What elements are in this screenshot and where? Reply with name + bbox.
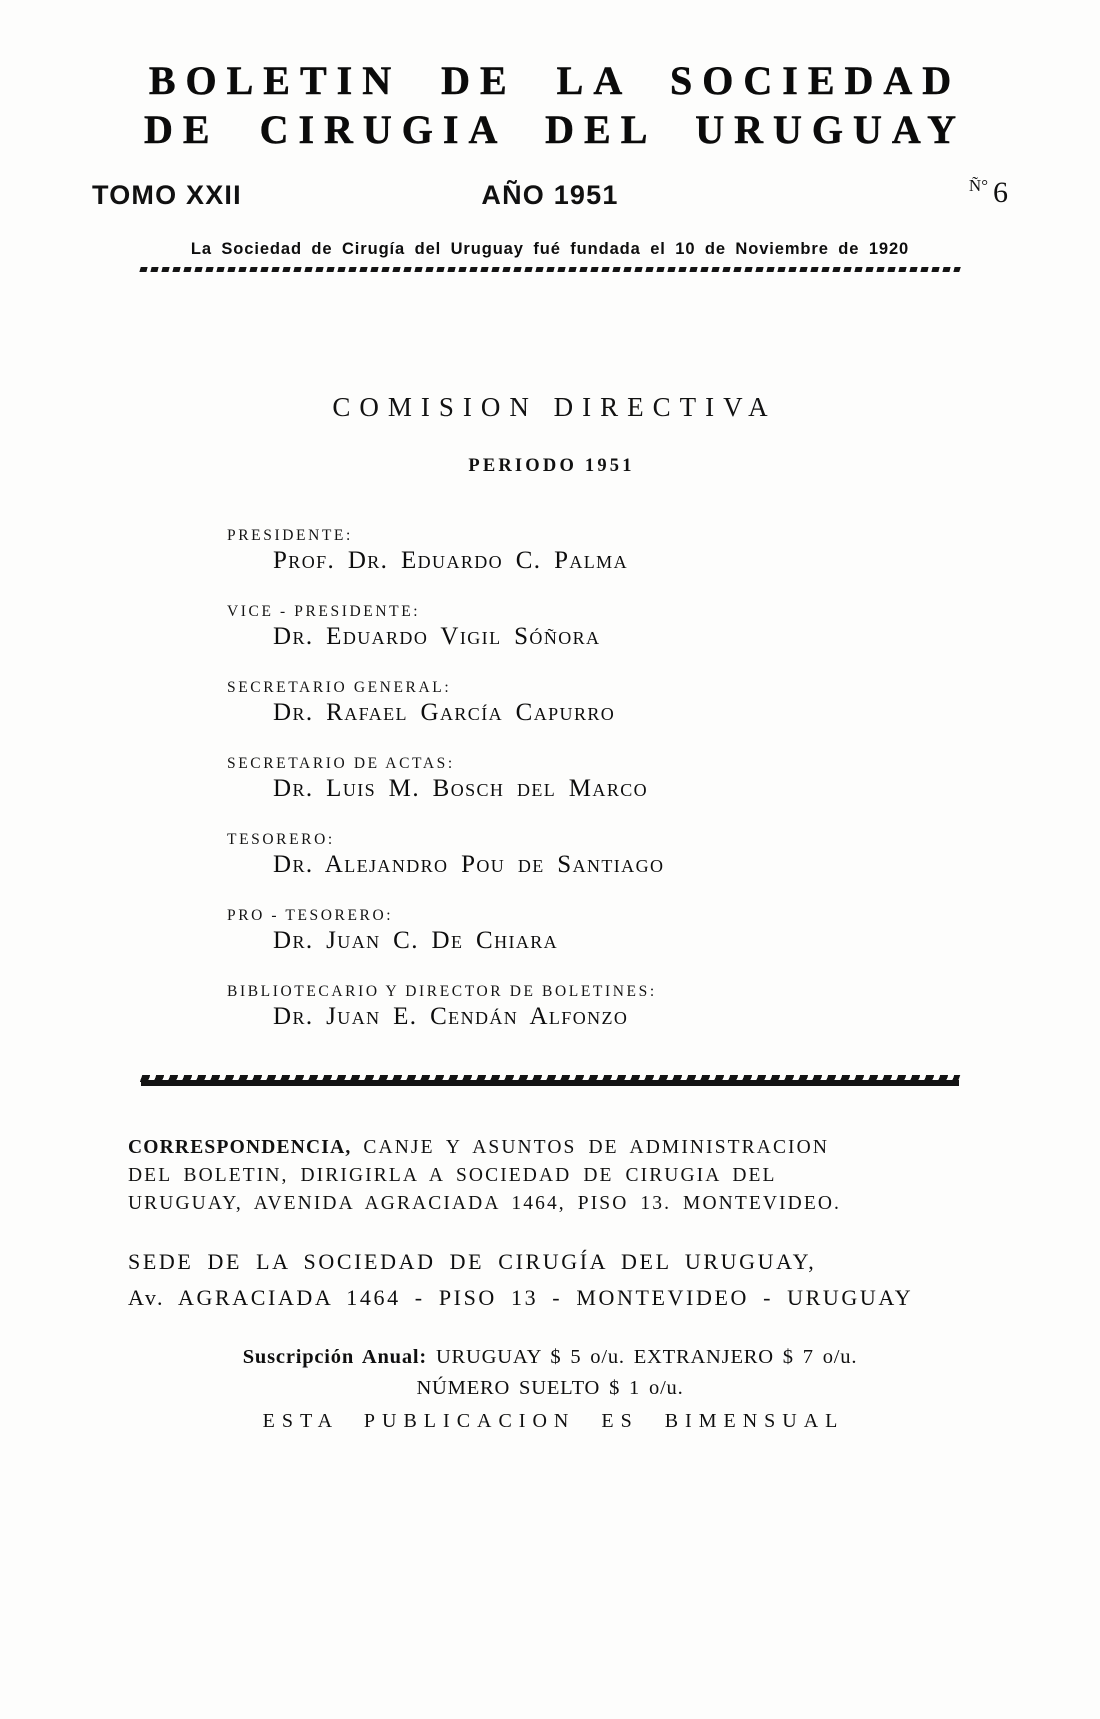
committee-period: PERIODO 1951 xyxy=(468,456,635,476)
officer-entry xyxy=(225,907,1100,955)
officer-list xyxy=(0,527,1100,1031)
officer-role: PRESIDENTE: xyxy=(227,527,353,544)
publication-frequency: ESTA PUBLICACION ES BIMENSUAL xyxy=(262,1410,845,1432)
correspondence-line-1 xyxy=(128,1134,972,1162)
subscription-label: Suscripción Anual: xyxy=(242,1346,428,1368)
sede-line-2: Av. AGRACIADA 1464 - PISO 13 - MONTEVIDEO - URUGUAY xyxy=(128,1285,914,1310)
committee-section xyxy=(0,392,1100,1031)
officer-role: SECRETARIO DE ACTAS: xyxy=(227,755,455,772)
officer-entry xyxy=(225,603,1100,651)
correspondence-block xyxy=(128,1134,972,1218)
subscription-block xyxy=(128,1342,972,1433)
year-label: AÑO 1951 xyxy=(481,180,619,210)
sede-line-1: SEDE DE LA SOCIEDAD DE CIRUGÍA DEL URUGUAY, xyxy=(128,1249,817,1274)
sede-block xyxy=(128,1244,972,1316)
officer-role: PRO - TESORERO: xyxy=(227,907,394,924)
officer-role: TESORERO: xyxy=(227,831,335,848)
officer-name: Dr. Alejandro Pou de Santiago xyxy=(273,851,665,878)
officer-entry xyxy=(225,831,1100,879)
officer-name: Dr. Juan E. Cendán Alfonzo xyxy=(273,1003,629,1030)
officer-role: BIBLIOTECARIO Y DIRECTOR DE BOLETINES: xyxy=(227,983,657,1000)
correspondence-line-1-rest: CANJE Y ASUNTOS DE ADMINISTRACION xyxy=(351,1137,830,1158)
officer-role: VICE - PRESIDENTE: xyxy=(227,603,421,620)
officer-name: Prof. Dr. Eduardo C. Palma xyxy=(273,547,628,574)
rule-teeth xyxy=(140,1075,961,1082)
officer-name: Dr. Eduardo Vigil Sóñora xyxy=(273,623,601,650)
officer-entry xyxy=(225,527,1100,575)
subscription-single-issue: NÚMERO SUELTO $ 1 o/u. xyxy=(416,1377,684,1399)
ornamental-rule-top xyxy=(139,265,962,274)
subscription-annual xyxy=(128,1342,972,1373)
ornamental-rule-bottom xyxy=(0,1075,1100,1090)
officer-entry xyxy=(225,983,1100,1031)
foundation-note: La Sociedad de Cirugía del Uruguay fué fundada el 10 de Noviembre de 1920 xyxy=(190,240,910,258)
correspondence-lead: CORRESPONDENCIA, xyxy=(128,1137,352,1158)
masthead xyxy=(0,0,1100,274)
issue-number-ordinal: Ñ° xyxy=(968,176,988,195)
footer-info xyxy=(0,1134,1100,1433)
issue-info-row xyxy=(0,176,1100,220)
committee-title: COMISION DIRECTIVA xyxy=(332,392,777,422)
officer-name: Dr. Rafael García Capurro xyxy=(273,699,616,726)
issue-number xyxy=(969,176,1008,210)
officer-name: Dr. Luis M. Bosch del Marco xyxy=(273,775,649,802)
officer-entry xyxy=(225,679,1100,727)
volume-label: TOMO XXII xyxy=(92,180,242,210)
officer-name: Dr. Juan C. De Chiara xyxy=(273,927,559,954)
journal-title-line-2: DE CIRUGIA DEL URUGUAY xyxy=(144,107,966,152)
officer-role: SECRETARIO GENERAL: xyxy=(227,679,452,696)
correspondence-line-3: URUGUAY, AVENIDA AGRACIADA 1464, PISO 13. MONTEVIDEO. xyxy=(128,1193,841,1214)
journal-title-line-1: BOLETIN DE LA SOCIEDAD xyxy=(148,58,962,103)
correspondence-line-2: DEL BOLETIN, DIRIGIRLA A SOCIEDAD DE CIRUGIA DEL xyxy=(128,1165,777,1186)
officer-entry xyxy=(225,755,1100,803)
issue-number-value: 6 xyxy=(993,176,1008,209)
subscription-rates: URUGUAY $ 5 o/u. EXTRANJERO $ 7 o/u. xyxy=(427,1346,858,1368)
